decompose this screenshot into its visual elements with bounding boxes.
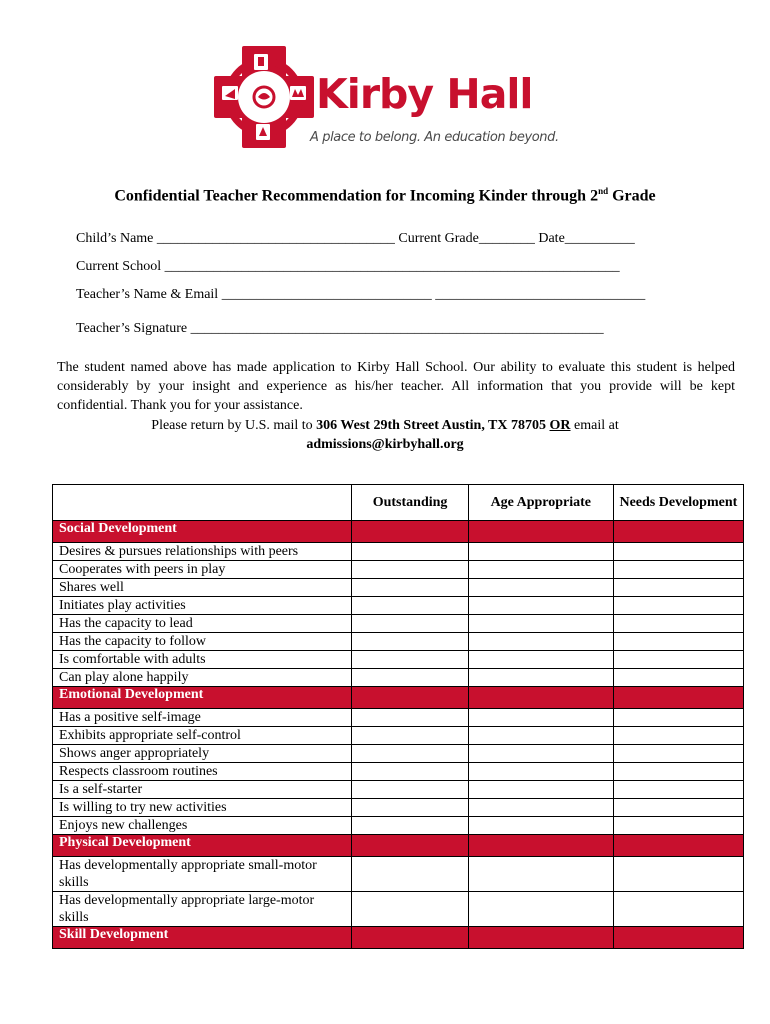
header-age-appropriate: Age Appropriate: [468, 485, 613, 521]
section-header-row: [53, 687, 744, 709]
criterion-label: Can play alone happily: [53, 669, 352, 687]
table-row: [53, 857, 744, 892]
rating-needs-development-cell[interactable]: [613, 709, 743, 727]
table-row: [53, 781, 744, 799]
rating-age-appropriate-cell[interactable]: [468, 763, 613, 781]
section-title: Social Development: [53, 521, 352, 543]
brand-name: Kirby Hall: [316, 70, 533, 118]
table-row: [53, 727, 744, 745]
table-row: [53, 709, 744, 727]
rating-outstanding-cell[interactable]: [352, 709, 469, 727]
table-row: [53, 817, 744, 835]
section-header-row: [53, 835, 744, 857]
criterion-label: Has the capacity to follow: [53, 633, 352, 651]
rating-age-appropriate-cell[interactable]: [468, 781, 613, 799]
rating-outstanding-cell[interactable]: [352, 745, 469, 763]
rating-outstanding-cell[interactable]: [352, 561, 469, 579]
admissions-email: admissions@kirbyhall.org: [306, 437, 464, 452]
section-header-cell: [352, 687, 469, 709]
rating-age-appropriate-cell[interactable]: [468, 857, 613, 892]
rating-outstanding-cell[interactable]: [352, 727, 469, 745]
table-row: [53, 669, 744, 687]
intro-paragraph: The student named above has made application to Kirby Hall School. Our ability to evaluate this student is helped considerably by your insight and experience as his/her teacher. All information that you provide will be kept confidential. Thank you for your assistance.: [57, 360, 735, 413]
rating-needs-development-cell[interactable]: [613, 745, 743, 763]
rating-outstanding-cell[interactable]: [352, 781, 469, 799]
table-row: [53, 543, 744, 561]
section-header-cell: [352, 835, 469, 857]
table-row: [53, 651, 744, 669]
evaluation-table: [52, 484, 744, 949]
rating-age-appropriate-cell[interactable]: [468, 651, 613, 669]
criterion-label: Enjoys new challenges: [53, 817, 352, 835]
rating-needs-development-cell[interactable]: [613, 669, 743, 687]
rating-outstanding-cell[interactable]: [352, 763, 469, 781]
rating-needs-development-cell[interactable]: [613, 543, 743, 561]
section-header-row: [53, 927, 744, 949]
section-header-cell: [613, 521, 743, 543]
return-instructions: Please return by U.S. mail to 306 West 29th Street Austin, TX 78705 OR email at admissions@kirbyhall.org: [151, 418, 619, 452]
rating-age-appropriate-cell[interactable]: [468, 745, 613, 763]
table-row: [53, 763, 744, 781]
brand-tagline: A place to belong. An education beyond.: [310, 130, 559, 145]
rating-outstanding-cell[interactable]: [352, 817, 469, 835]
criterion-label: Shows anger appropriately: [53, 745, 352, 763]
rating-outstanding-cell[interactable]: [352, 633, 469, 651]
section-header-cell: [468, 521, 613, 543]
section-header-cell: [468, 835, 613, 857]
rating-needs-development-cell[interactable]: [613, 857, 743, 892]
rating-outstanding-cell[interactable]: [352, 669, 469, 687]
rating-needs-development-cell[interactable]: [613, 579, 743, 597]
rating-age-appropriate-cell[interactable]: [468, 543, 613, 561]
criterion-label: Has developmentally appropriate small-motor skills: [53, 857, 352, 892]
rating-age-appropriate-cell[interactable]: [468, 669, 613, 687]
section-header-cell: [352, 927, 469, 949]
rating-age-appropriate-cell[interactable]: [468, 892, 613, 927]
section-header-cell: [468, 927, 613, 949]
rating-outstanding-cell[interactable]: [352, 857, 469, 892]
criterion-label: Has a positive self-image: [53, 709, 352, 727]
rating-outstanding-cell[interactable]: [352, 651, 469, 669]
rating-outstanding-cell[interactable]: [352, 597, 469, 615]
rating-needs-development-cell[interactable]: [613, 651, 743, 669]
table-header-row: [53, 485, 744, 521]
rating-age-appropriate-cell[interactable]: [468, 561, 613, 579]
rating-outstanding-cell[interactable]: [352, 892, 469, 927]
rating-age-appropriate-cell[interactable]: [468, 727, 613, 745]
celtic-cross-icon: [212, 44, 316, 150]
table-row: [53, 615, 744, 633]
criterion-label: Is comfortable with adults: [53, 651, 352, 669]
section-header-cell: [613, 687, 743, 709]
criterion-label: Shares well: [53, 579, 352, 597]
header-blank: [53, 485, 352, 521]
rating-needs-development-cell[interactable]: [613, 817, 743, 835]
rating-needs-development-cell[interactable]: [613, 597, 743, 615]
rating-outstanding-cell[interactable]: [352, 543, 469, 561]
section-header-cell: [613, 835, 743, 857]
current-school-line[interactable]: Current School _________________________________________________________________: [76, 259, 620, 274]
child-name-grade-date-line[interactable]: Child’s Name __________________________________ Current Grade________ Date__________: [76, 231, 635, 246]
header-outstanding: Outstanding: [352, 485, 469, 521]
rating-needs-development-cell[interactable]: [613, 633, 743, 651]
rating-needs-development-cell[interactable]: [613, 727, 743, 745]
table-row: [53, 799, 744, 817]
rating-needs-development-cell[interactable]: [613, 561, 743, 579]
rating-outstanding-cell[interactable]: [352, 579, 469, 597]
rating-age-appropriate-cell[interactable]: [468, 597, 613, 615]
table-row: [53, 579, 744, 597]
section-header-cell: [352, 521, 469, 543]
teacher-name-email-line[interactable]: Teacher’s Name & Email ______________________________ ______________________________: [76, 287, 646, 302]
criterion-label: Desires & pursues relationships with peers: [53, 543, 352, 561]
rating-age-appropriate-cell[interactable]: [468, 799, 613, 817]
table-row: [53, 745, 744, 763]
rating-needs-development-cell[interactable]: [613, 799, 743, 817]
criterion-label: Respects classroom routines: [53, 763, 352, 781]
section-title: Skill Development: [53, 927, 352, 949]
rating-age-appropriate-cell[interactable]: [468, 817, 613, 835]
rating-outstanding-cell[interactable]: [352, 799, 469, 817]
rating-age-appropriate-cell[interactable]: [468, 709, 613, 727]
criterion-label: Is willing to try new activities: [53, 799, 352, 817]
criterion-label: Is a self-starter: [53, 781, 352, 799]
rating-outstanding-cell[interactable]: [352, 615, 469, 633]
table-row: [53, 597, 744, 615]
criterion-label: Has the capacity to lead: [53, 615, 352, 633]
criterion-label: Cooperates with peers in play: [53, 561, 352, 579]
criterion-label: Has developmentally appropriate large-motor skills: [53, 892, 352, 927]
section-header-cell: [468, 687, 613, 709]
criterion-label: Exhibits appropriate self-control: [53, 727, 352, 745]
table-row: [53, 633, 744, 651]
rating-age-appropriate-cell[interactable]: [468, 615, 613, 633]
rating-needs-development-cell[interactable]: [613, 763, 743, 781]
section-header-row: [53, 521, 744, 543]
rating-needs-development-cell[interactable]: [613, 615, 743, 633]
section-header-cell: [613, 927, 743, 949]
table-row: [53, 892, 744, 927]
rating-needs-development-cell[interactable]: [613, 892, 743, 927]
section-title: Physical Development: [53, 835, 352, 857]
school-logo: [212, 44, 559, 150]
table-row: [53, 561, 744, 579]
criterion-label: Initiates play activities: [53, 597, 352, 615]
rating-needs-development-cell[interactable]: [613, 781, 743, 799]
rating-age-appropriate-cell[interactable]: [468, 633, 613, 651]
form-title: Confidential Teacher Recommendation for Incoming Kinder through 2nd Grade: [114, 186, 656, 205]
header-needs-development: Needs Development: [613, 485, 743, 521]
teacher-signature-line[interactable]: Teacher’s Signature ___________________________________________________________: [76, 321, 604, 336]
rating-age-appropriate-cell[interactable]: [468, 579, 613, 597]
section-title: Emotional Development: [53, 687, 352, 709]
